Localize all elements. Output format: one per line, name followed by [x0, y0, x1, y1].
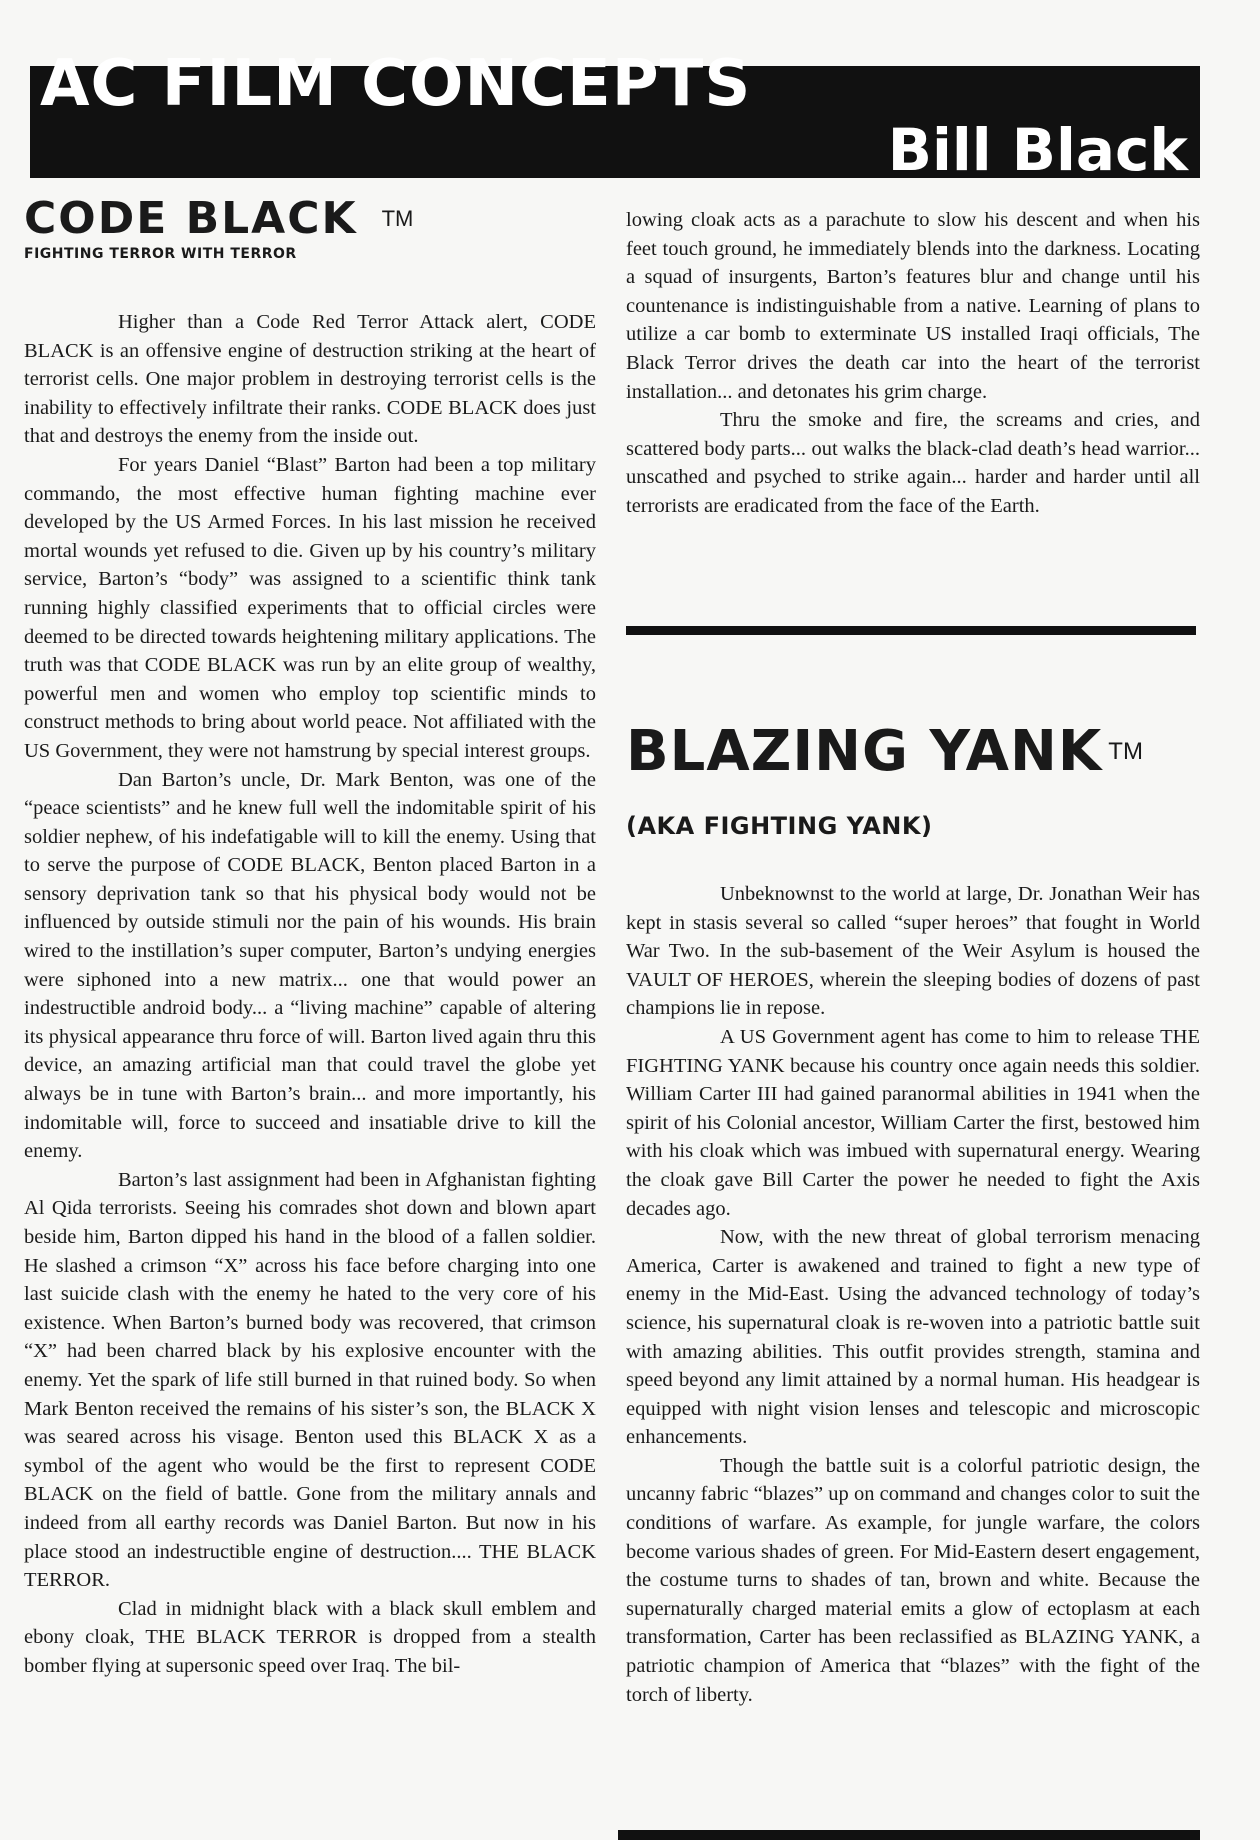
page-title: AC FILM CONCEPTS — [40, 47, 752, 121]
blazing-yank-title — [626, 719, 1200, 784]
trademark-mark: TM — [381, 206, 414, 231]
article-paragraph: Though the battle suit is a colorful patriotic design, the uncanny fabric “blazes” up on command and changes color to suit the conditions of warfare. As example, for jungle warfare, the colors become various shades of green. For Mid-Eastern desert engagement, the costume turns to shades of tan, brown and white. Because the supernaturally charged material emits a glow of ectoplasm at each transformation, Carter has been reclassified as BLAZING YANK, a patriotic champion of America that “blazes” with the fight of the torch of liberty. — [626, 1454, 1200, 1706]
code-black-title-text: CODE BLACK — [24, 193, 358, 244]
article-paragraph: Dan Barton’s uncle, Dr. Mark Benton, was one of the “peace scientists” and he knew full well the indomitable spirit of his soldier nephew, of his indefatigable will to kill the enemy. Using that to serve the purpose of CODE BLACK, Benton placed Barton in a sensory deprivation tank so that his physical body would not be influenced by outside stimuli nor the pain of his wounds. His brain wired to the instillation’s super computer, Barton’s undying energies were siphoned into a new matrix... one that would power an indestructible android body... a “living machine” capable of altering its physical appearance thru force of will. Barton lived again thru this device, an amazing artificial man that could travel the globe yet always be in tune with Barton’s brain... and more importantly, his indomitable will, force to succeed and insatiable drive to kill the enemy. — [24, 768, 596, 1163]
article-paragraph-continued: lowing cloak acts as a parachute to slow his descent and when his feet touch ground, he immediately blends into the darkness. Locating a squad of insurgents, Barton’s features blur and change until his countenance is indistinguishable from a native. Learning of plans to utilize a car bomb to exterminate US installed Iraqi officials, The Black Terror drives the death car into the heart of the terrorist installation... and detonates his grim charge. — [626, 209, 1200, 403]
article-paragraph: Thru the smoke and fire, the screams and cries, and scattered body parts... out walks the black-clad death’s head warrior... unscathed and psyched to strike again... harder and harder until all terrorists are eradicated from the face of the Earth. — [626, 409, 1200, 517]
bottom-divider — [618, 1830, 1200, 1840]
blazing-yank-title-text: BLAZING YANK — [626, 719, 1103, 784]
article-paragraph: Higher than a Code Red Terror Attack alert, CODE BLACK is an offensive engine of destruction striking at the heart of terrorist cells. One major problem in destroying terrorist cells is the inability to effectively infiltrate their ranks. CODE BLACK does just that and destroys the enemy from the inside out. — [24, 311, 596, 448]
article-paragraph: A US Government agent has come to him to release THE FIGHTING YANK because his country once again needs this soldier. William Carter III had gained paranormal abilities in 1941 when the spirit of his Colonial ancestor, William Carter the first, bestowed him with his cloak which was imbued with supernatural energy. Wearing the cloak gave Bill Carter the power he needed to fight the Axis decades ago. — [626, 1025, 1200, 1220]
article-paragraph: Clad in midnight black with a black skull emblem and ebony cloak, THE BLACK TERROR is dropped from a stealth bomber flying at supersonic speed over Iraq. The bil- — [24, 1597, 596, 1677]
code-black-title — [24, 193, 596, 244]
article-paragraph: For years Daniel “Blast” Barton had been a top military commando, the most effective human fighting machine ever developed by the US Armed Forces. In his last mission he received mortal wounds yet refused to die. Given up by his country’s military service, Barton’s “body” was assigned to a scientific think tank running highly classified experiments that to official circles were deemed to be directed towards heightening military applications. The truth was that CODE BLACK was run by an elite group of wealthy, powerful men and women who employ top scientific minds to construct methods to bring about world peace. Not affiliated with the US Government, they were not hamstrung by special interest groups. — [24, 453, 596, 762]
trademark-mark: TM — [1108, 738, 1143, 765]
code-black-subtitle: FIGHTING TERROR WITH TERROR — [24, 246, 297, 262]
blazing-yank-section — [626, 719, 1200, 1709]
blazing-yank-subtitle: (AKA FIGHTING YANK) — [626, 812, 933, 840]
left-column — [24, 193, 596, 1681]
article-paragraph: Now, with the new threat of global terrorism menacing America, Carter is awakened and trained to fight a new type of enemy in the Mid-East. Using the advanced technology of today’s science, his supernatural cloak is re-woven into a patriotic battle suit with amazing abilities. This outfit provides strength, stamina and speed beyond any limit attained by a normal human. His headgear is equipped with night vision lenses and telescopic and microscopic enhancements. — [626, 1226, 1200, 1449]
author-name: Bill Black — [887, 116, 1188, 184]
article-paragraph: Unbeknownst to the world at large, Dr. Jonathan Weir has kept in stasis several so called “super heroes” that fought in World War Two. In the sub-basement of the Weir Asylum is housed the VAULT OF HEROES, wherein the sleeping bodies of dozens of past champions lie in repose. — [626, 883, 1200, 1020]
article-paragraph: Barton’s last assignment had been in Afghanistan fighting Al Qida terrorists. Seeing his comrades shot down and blown apart beside him, Barton dipped his hand in the blood of a fallen soldier. He slashed a crimson “X” across his face before charging into one last suicide clash with the enemy he hated to the very core of his existence. When Barton’s burned body was recovered, that crimson “X” had been charred black by his explosive encounter with the enemy. Yet the spark of life still burned in that ruined body. So when Mark Benton received the remains of his sister’s son, the BLACK X was seared across his visage. Benton used this BLACK X as a symbol of the agent who would be the first to represent CODE BLACK on the field of battle. Gone from the military annals and indeed from all earthy records was Daniel Barton. But now in his place stood an indestructible engine of destruction.... THE BLACK TERROR. — [24, 1168, 596, 1592]
section-divider — [626, 626, 1196, 635]
right-column — [626, 206, 1200, 521]
